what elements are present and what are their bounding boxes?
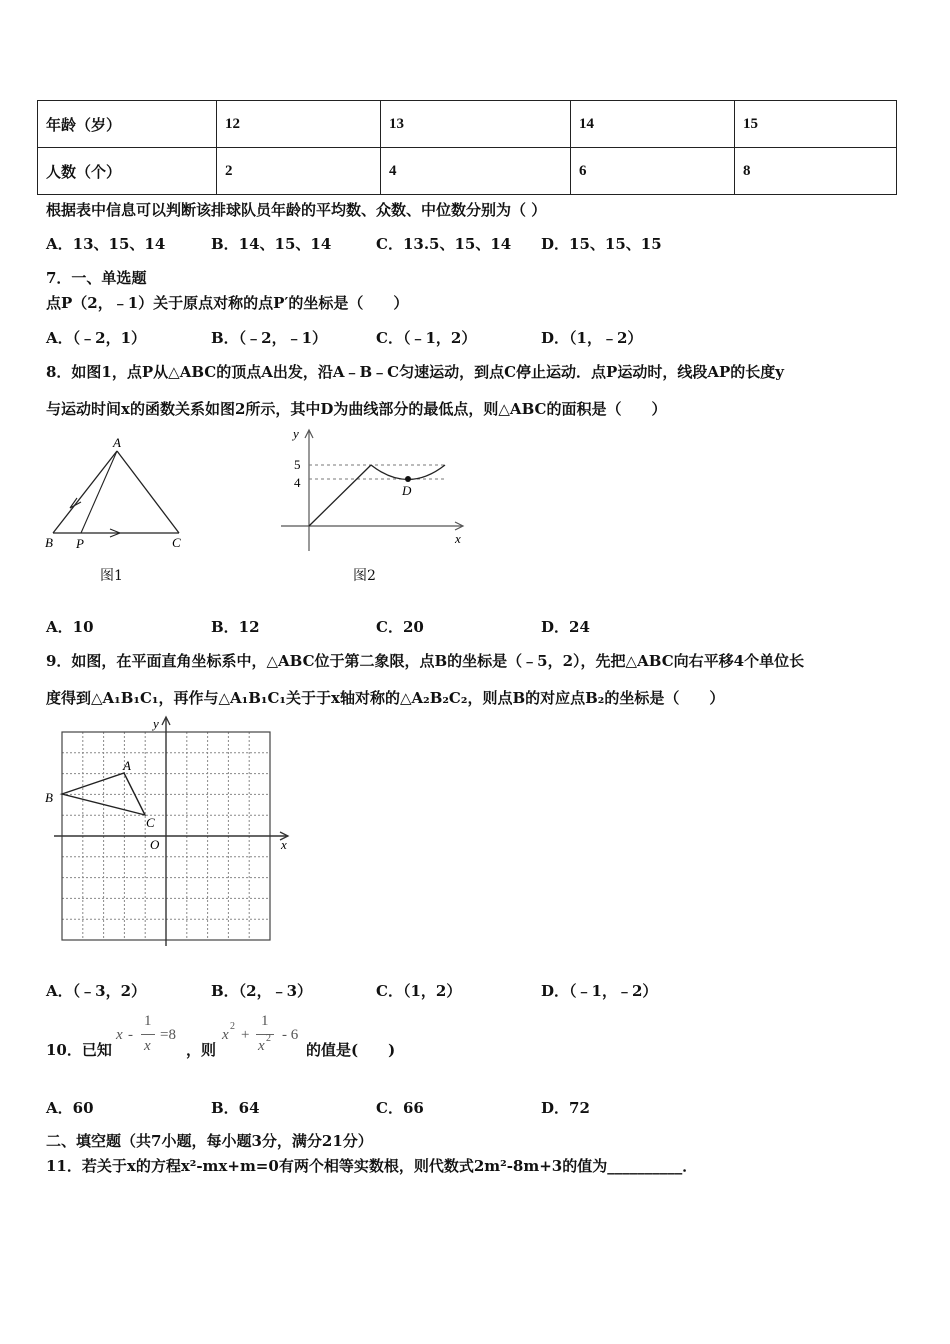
eq1-minus: - xyxy=(128,1027,133,1043)
label-b: B xyxy=(45,790,53,805)
q10-equation-2 xyxy=(220,1013,310,1063)
table-row xyxy=(38,101,897,148)
eq1-fraction-bar xyxy=(141,1034,155,1035)
eq1-rhs: =8 xyxy=(160,1027,176,1043)
eq2-denominator: x xyxy=(258,1038,265,1054)
q9-option-a: A．（﹣3，2） xyxy=(46,982,147,1000)
q6-stem: 根据表中信息可以判断该排球队员年龄的平均数、众数、中位数分别为（ ） xyxy=(46,201,547,219)
eq1-x: x xyxy=(116,1027,123,1043)
q10-option-a: A．60 xyxy=(46,1099,94,1117)
q8-figure2-caption: 图2 xyxy=(353,568,376,584)
q10-mid: ，则 xyxy=(186,1041,217,1059)
eq1-numerator: 1 xyxy=(144,1013,152,1029)
label-b: B xyxy=(45,535,53,550)
q6-option-b: B．14、15、14 xyxy=(211,235,332,253)
q10-suffix: 的值是( ) xyxy=(306,1041,396,1059)
q9-option-d: D．（﹣1，﹣2） xyxy=(541,982,658,1000)
q9-line1: 9．如图，在平面直角坐标系中，△ABC位于第二象限，点B的坐标是（﹣5，2），先把△ABC向右平移4个单位长 xyxy=(46,652,805,670)
age-count-table xyxy=(37,100,897,195)
axis-label-y: y xyxy=(153,716,159,731)
axis-label-x: x xyxy=(281,837,287,852)
label-a: A xyxy=(123,758,131,773)
eq2-denominator-exponent: 2 xyxy=(266,1033,271,1044)
q10-option-d: D．72 xyxy=(541,1099,590,1117)
eq2-x: x xyxy=(222,1027,229,1043)
axis-label-y: y xyxy=(293,426,299,441)
eq2-exponent: 2 xyxy=(230,1021,235,1032)
linear-segment xyxy=(309,465,371,526)
q8-figure1 xyxy=(40,430,200,555)
q9-option-b: B．（2，﹣3） xyxy=(211,982,313,1000)
q9-line2: 度得到△A₁B₁C₁，再作与△A₁B₁C₁关于于x轴对称的△A₂B₂C₂，则点B的对应点B₂的坐标是（ ） xyxy=(46,689,725,707)
label-d: D xyxy=(402,483,412,498)
table-cell: 4 xyxy=(381,148,571,195)
label-p: P xyxy=(76,536,84,551)
q10-prefix: 10．已知 xyxy=(46,1041,112,1059)
table-cell: 人数（个） xyxy=(38,148,217,195)
eq2-plus: + xyxy=(241,1027,250,1043)
q7-option-c: C．（﹣1，2） xyxy=(376,329,477,347)
q8-option-b: B．12 xyxy=(211,618,260,636)
eq2-numerator: 1 xyxy=(261,1013,269,1029)
q7-stem: 点P（2，﹣1）关于原点对称的点P′的坐标是（ ） xyxy=(46,294,409,312)
table-row xyxy=(38,148,897,195)
q11-stem: 11．若关于x的方程x²-mx+m=0有两个相等实数根，则代数式2m²-8m+3的值为__________． xyxy=(46,1157,698,1175)
origin-label: O xyxy=(150,837,160,852)
q8-line2: 与运动时间x的函数关系如图2所示，其中D为曲线部分的最低点，则△ABC的面积是（ ） xyxy=(46,400,667,418)
eq1-denominator: x xyxy=(144,1038,151,1054)
q9-option-c: C．（1，2） xyxy=(376,982,462,1000)
q8-option-d: D．24 xyxy=(541,618,590,636)
table-cell: 14 xyxy=(571,101,735,148)
axis-label-x: x xyxy=(455,531,461,546)
triangle-side-ab xyxy=(53,451,117,533)
label-c: C xyxy=(172,535,181,550)
q8-figure1-caption: 图1 xyxy=(100,568,123,584)
q10-option-c: C．66 xyxy=(376,1099,424,1117)
label-a: A xyxy=(113,435,121,450)
eq2-tail: - 6 xyxy=(282,1027,299,1043)
q7-option-a: A．（﹣2，1） xyxy=(46,329,147,347)
q6-option-d: D．15、15、15 xyxy=(541,235,662,253)
table-cell: 6 xyxy=(571,148,735,195)
tick-label-5: 5 xyxy=(294,457,301,472)
q8-figure2 xyxy=(275,425,475,555)
q8-option-a: A．10 xyxy=(46,618,94,636)
q9-coordinate-grid xyxy=(40,712,300,952)
q8-option-c: C．20 xyxy=(376,618,424,636)
q6-option-a: A．13、15、14 xyxy=(46,235,166,253)
table-cell: 13 xyxy=(381,101,571,148)
q6-option-c: C．13.5、15、14 xyxy=(376,235,512,253)
q10-equation-1 xyxy=(114,1013,194,1063)
section-2-header: 二、填空题（共7小题，每小题3分，满分21分） xyxy=(46,1132,373,1150)
table-cell: 15 xyxy=(735,101,897,148)
tick-label-4: 4 xyxy=(294,475,301,490)
segment-ap xyxy=(81,451,117,533)
table-cell: 12 xyxy=(217,101,381,148)
triangle-side-ac xyxy=(117,451,179,533)
table-cell: 年龄（岁） xyxy=(38,101,217,148)
q7-option-b: B．（﹣2，﹣1） xyxy=(211,329,328,347)
point-d xyxy=(405,476,411,482)
q10-option-b: B．64 xyxy=(211,1099,260,1117)
table-cell: 2 xyxy=(217,148,381,195)
q8-line1: 8．如图1，点P从△ABC的顶点A出发，沿A﹣B﹣C匀速运动，到点C停止运动．点P运动时，线段AP的长度y xyxy=(46,363,784,381)
label-c: C xyxy=(146,815,155,830)
q7-option-d: D．（1，﹣2） xyxy=(541,329,643,347)
eq2-fraction-bar xyxy=(256,1034,274,1035)
q7-header: 7．一、单选题 xyxy=(46,269,147,287)
table-cell: 8 xyxy=(735,148,897,195)
